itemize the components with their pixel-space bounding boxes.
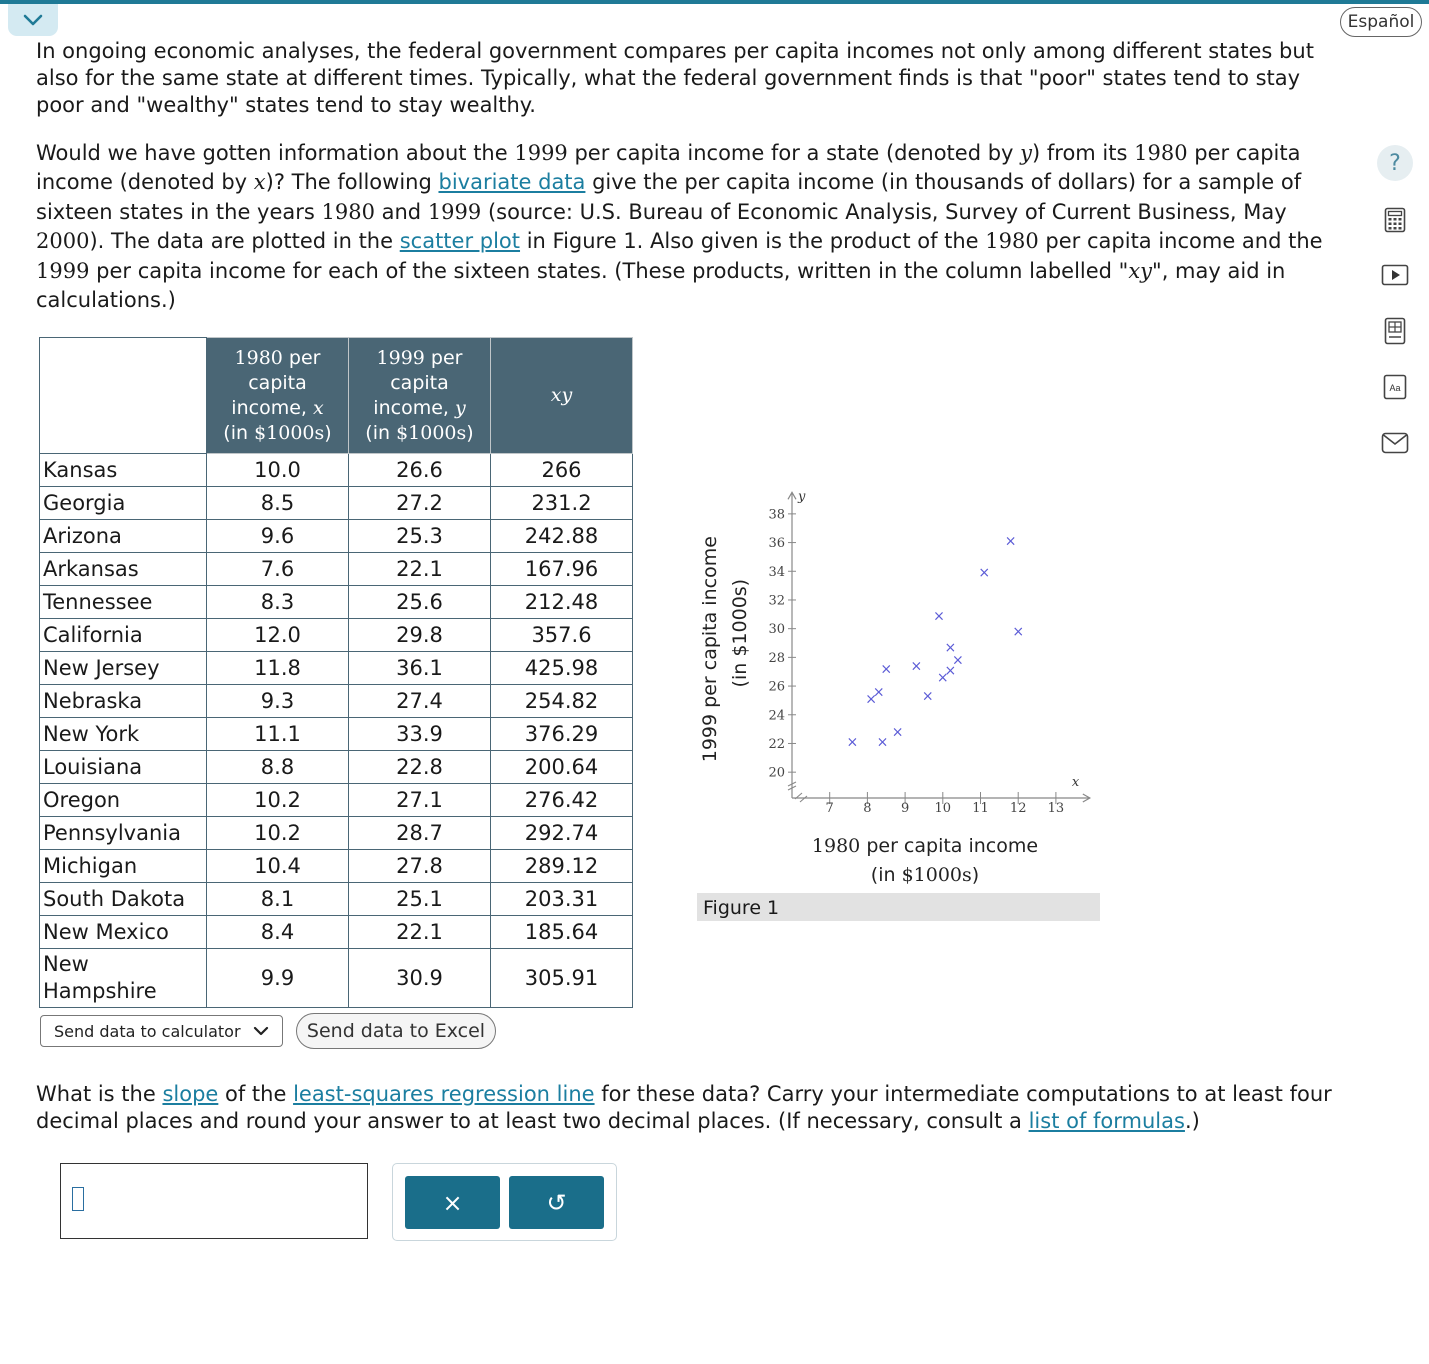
y-tick-label: 24 [768,708,785,724]
y-tick-label: 20 [768,765,785,781]
data-point: × [891,724,904,741]
income-data-table [39,337,633,1008]
y-tick-label: 30 [768,622,785,638]
data-point: × [910,658,923,675]
data-point: × [880,661,893,678]
x-axis-label: 1980 per capita income [811,835,1039,857]
y-axis-label: 1999 per capita income [699,536,721,763]
table-row: Kansas 10.0 26.6 266 [40,454,633,487]
video-icon [1381,264,1409,286]
y-tick-label: 28 [768,650,785,666]
data-point: × [933,608,945,625]
clear-button[interactable]: × [405,1176,500,1229]
x-axis-label-units: (in $1000s) [870,864,980,886]
table-row: New Mexico 8.4 22.1 185.64 [40,916,633,949]
text-cursor [72,1187,84,1211]
calculator-icon [1384,207,1406,233]
data-point: × [1004,533,1017,550]
data-point: × [944,662,957,679]
x-tick-label: 13 [1047,801,1065,816]
least-squares-link[interactable]: least-squares regression line [293,1082,595,1106]
data-point: × [865,691,878,708]
data-table-icon [1384,317,1406,345]
column-header-x: 1980 per capita income, x (in $1000s) [207,338,349,454]
answer-input[interactable] [60,1163,368,1239]
data-point: × [921,688,934,705]
y-axis-name: y [798,489,806,505]
question-text: What is the slope of the least-squares regression line for these data? Carry your intermediate computations to at least four decimal places and round your answer to at least two decimal places. (If necessary, consult a list of formulas.) [36,1082,1332,1133]
x-tick-label: 7 [825,801,834,816]
table-row: California 12.0 29.8 357.6 [40,619,633,652]
table-row: Louisiana 8.8 22.8 200.64 [40,751,633,784]
undo-button[interactable]: ↺ [509,1176,604,1229]
y-tick-label: 34 [768,564,785,580]
y-tick-label: 36 [768,536,785,552]
data-point: × [872,684,885,701]
answer-button-group [392,1163,617,1241]
data-point: × [876,734,889,751]
table-row: Georgia 8.5 27.2 231.2 [40,487,633,520]
video-button[interactable] [1376,256,1414,294]
x-tick-label: 8 [863,801,872,816]
x-tick-label: 11 [972,801,989,816]
top-accent-bar [0,0,1429,4]
y-axis-label-units: (in $1000s) [729,578,751,688]
problem-intro [36,38,1336,315]
y-tick-label: 38 [768,507,785,523]
language-button[interactable]: Español [1340,7,1422,37]
table-row: Arizona 9.6 25.3 242.88 [40,520,633,553]
x-axis-name: x [1071,775,1080,790]
x-tick-label: 10 [934,801,952,816]
table-row: Nebraska 9.3 27.4 254.82 [40,685,633,718]
data-table-button[interactable] [1376,312,1414,350]
x-tick-label: 9 [900,801,910,816]
bivariate-data-link[interactable]: bivariate data [438,170,586,195]
formulas-link[interactable]: list of formulas [1028,1109,1185,1133]
figure-caption: Figure 1 [697,893,1100,921]
data-point: × [944,639,957,656]
table-row: New York 11.1 33.9 376.29 [40,718,633,751]
table-row: Pennsylvania 10.2 28.7 292.74 [40,817,633,850]
x-tick-label: 12 [1009,801,1027,816]
column-header-y: 1999 per capita income, y (in $1000s) [349,338,491,454]
intro-paragraph-2: Would we have gotten information about the 1999 per capita income for a state (denoted by y) from its 1980 per capita income (denoted by x)? The following bivariate data give the per capita income (in thousands of dollars) for a sample of sixteen states in the years 1980 and 1999 (source: U.S. Bureau of Economic Analysis, Survey of Current Business, May 2000). The data are plotted in the scatter plot in Figure 1. Also given is the product of the 1980 per capita income and the 1999 per capita income for each of the sixteen states. (These products, written in the column labelled "xy", may aid in calculations.) [36,141,1323,313]
table-row: South Dakota 8.1 25.1 203.31 [40,883,633,916]
glossary-button[interactable] [1376,368,1414,406]
message-icon [1381,432,1409,454]
collapse-toggle[interactable] [8,4,58,36]
help-button[interactable] [1376,144,1414,182]
data-point: × [936,669,949,686]
table-row: Oregon 10.2 27.1 276.42 [40,784,633,817]
svg-text:Aa: Aa [1389,383,1401,393]
help-icon: ? [1377,145,1413,181]
table-row: Tennessee 8.3 25.6 212.48 [40,586,633,619]
scatter-plot-link[interactable]: scatter plot [399,229,521,254]
intro-paragraph-1: In ongoing economic analyses, the federal government compares per capita incomes not only among different states but also for the same state at different times. Typically, what the federal government finds is that "poor" states tend to stay poor and "wealthy" states tend to stay wealthy. [36,39,1314,117]
table-corner-cell [40,338,207,454]
calculator-button[interactable] [1376,201,1414,239]
table-row: Arkansas 7.6 22.1 167.96 [40,553,633,586]
data-point: × [846,734,859,751]
data-point: × [1012,624,1025,641]
column-header-xy: xy [491,338,633,454]
slope-link[interactable]: slope [162,1082,219,1106]
y-tick-label: 22 [768,736,785,752]
data-point: × [978,565,991,582]
glossary-icon [1383,374,1407,400]
table-row: New Hampshire 9.9 30.9 305.91 [40,949,633,1008]
send-to-calculator-select[interactable]: Send data to calculator [40,1015,283,1047]
send-to-excel-button[interactable]: Send data to Excel [296,1013,496,1049]
table-row: New Jersey 11.8 36.1 425.98 [40,652,633,685]
chevron-down-icon [22,13,44,27]
message-button[interactable] [1376,424,1414,462]
scatter-plot [690,470,1110,890]
y-tick-label: 32 [768,593,785,609]
data-point: × [952,652,964,669]
chevron-down-icon [252,1022,270,1040]
y-tick-label: 26 [768,679,785,695]
table-row: Michigan 10.4 27.8 289.12 [40,850,633,883]
